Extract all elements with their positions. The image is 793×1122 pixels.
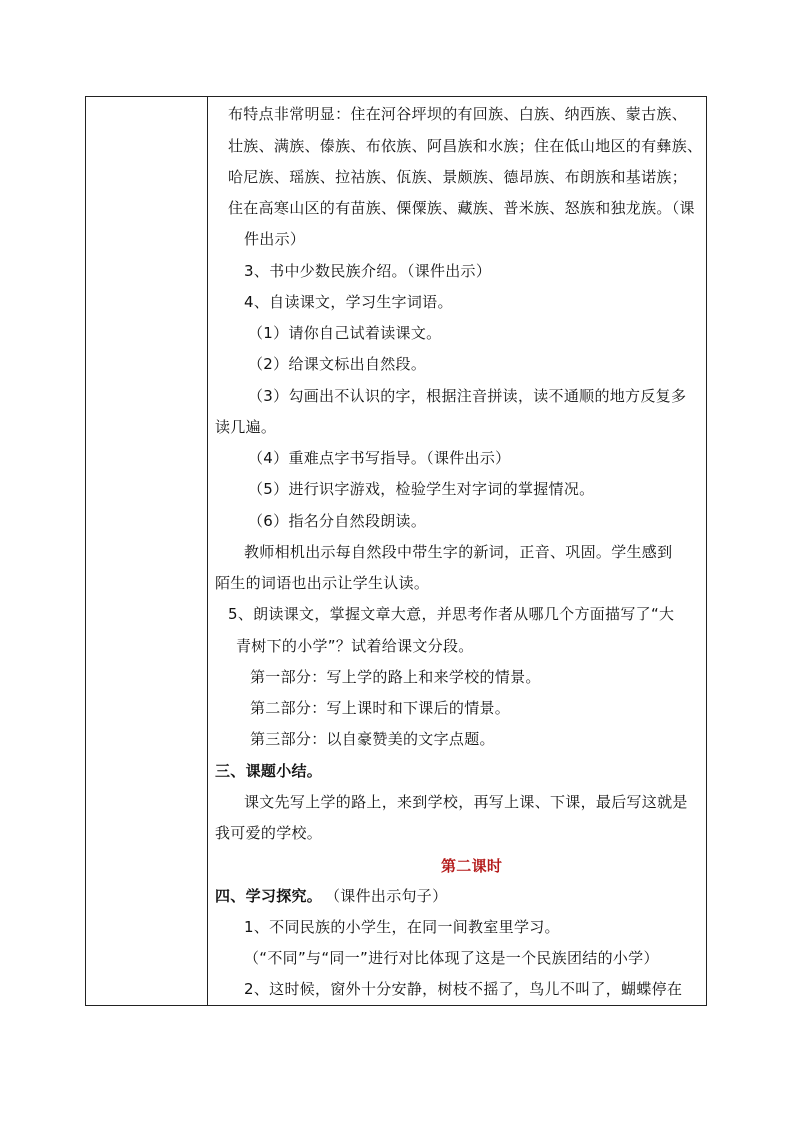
text-line: 布特点非常明显：住在河谷坪坝的有回族、白族、纳西族、蒙古族、 bbox=[228, 105, 688, 123]
text-line: 第一部分：写上学的路上和来学校的情景。 bbox=[250, 668, 541, 686]
text-line: （课件出示句子） bbox=[325, 887, 448, 905]
text-line: （2）给课文标出自然段。 bbox=[248, 355, 427, 373]
table-column-divider bbox=[207, 96, 208, 1006]
text-line: （6）指名分自然段朗读。 bbox=[248, 512, 427, 530]
text-line: 教师相机出示每自然段中带生字的新词，正音、巩固。学生感到 bbox=[244, 543, 673, 561]
text-line: 3、书中少数民族介绍。（课件出示） bbox=[244, 262, 492, 280]
text-line: （4）重难点字书写指导。（课件出示） bbox=[248, 449, 511, 467]
text-line: 2、这时候，窗外十分安静，树枝不摇了，鸟儿不叫了，蝴蝶停在 bbox=[244, 980, 683, 998]
text-line: （5）进行识字游戏，检验学生对字词的掌握情况。 bbox=[248, 480, 595, 498]
section-heading: 四、学习探究。 bbox=[215, 887, 323, 905]
section-heading: 三、课题小结。 bbox=[215, 762, 323, 780]
text-line: 青树下的小学”？试着给课文分段。 bbox=[236, 637, 474, 655]
lesson-period-heading: 第二课时 bbox=[441, 857, 503, 875]
text-line: 1、不同民族的小学生，在同一间教室里学习。 bbox=[244, 918, 560, 936]
text-line: 第三部分：以自豪赞美的文字点题。 bbox=[250, 730, 495, 748]
text-line: 哈尼族、瑶族、拉祜族、佤族、景颇族、德昂族、布朗族和基诺族； bbox=[228, 168, 688, 186]
text-line: （“不同”与“同一”进行对比体现了这是一个民族团结的小学） bbox=[244, 949, 659, 967]
text-line: 我可爱的学校。 bbox=[215, 824, 323, 842]
text-line: 件出示） bbox=[244, 230, 306, 248]
text-line: 4、自读课文，学习生字词语。 bbox=[244, 293, 453, 311]
text-line: 壮族、满族、傣族、布依族、阿昌族和水族；住在低山地区的有彝族、 bbox=[228, 137, 703, 155]
text-line: （3）勾画出不认识的字，根据注音拼读，读不通顺的地方反复多 bbox=[248, 387, 687, 405]
text-line: 第二部分：写上课时和下课后的情景。 bbox=[250, 699, 511, 717]
text-line: 读几遍。 bbox=[215, 418, 277, 436]
text-line: 住在高寒山区的有苗族、傈僳族、藏族、普米族、怒族和独龙族。（课 bbox=[228, 199, 695, 217]
text-line: 课文先写上学的路上，来到学校，再写上课、下课，最后写这就是 bbox=[244, 793, 688, 811]
text-line: 陌生的词语也出示让学生认读。 bbox=[215, 574, 430, 592]
text-line: 5、朗读课文，掌握文章大意，并思考作者从哪几个方面描写了“大 bbox=[228, 605, 675, 623]
text-line: （1）请你自己试着读课文。 bbox=[248, 324, 442, 342]
